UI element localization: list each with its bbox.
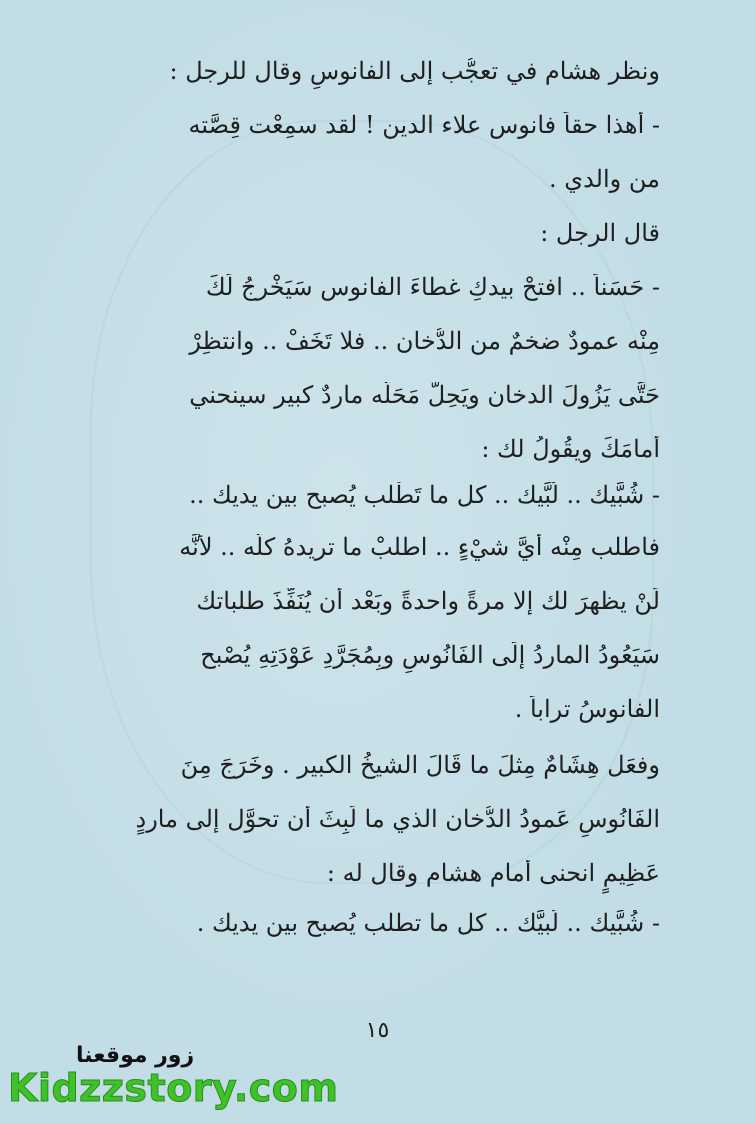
story-line-10: فاطلب مِنْه أيَّ شيْءٍ .. اطلبْ ما تريدهُ كلَّه .. لأنَّه (179, 534, 660, 561)
story-line-15: الفَانُوسِ عَمودُ الدُّخان الذي ما لَبِثَ أن تحوَّل إلى ماردٍ (135, 806, 660, 833)
story-line-2: - أهذا حقاً فانوس علاء الدين ! لقد سمِعْت قِصَّته (188, 112, 660, 139)
story-line-12: سَيَعُودُ الماردُ إلَى الفَانُوسِ وبِمُجَرَّدِ عَوْدَتِهِ يُصْبح (200, 642, 660, 669)
story-line-11: لَنْ يظهرَ لك إلا مرةً واحدةً وبَعْد أن يُنَفِّذَ طلباتك (196, 588, 660, 615)
story-line-1: ونظر هشام في تعجُّب إلى الفانوسِ وقال للرجل : (169, 58, 660, 85)
story-line-5: - حَسَناً .. افتحْ بيدكِ غطاءَ الفانوس سَيَخْرجُ لَكَ (205, 274, 660, 301)
story-text (75, 58, 660, 964)
watermark-site-logo: Kidzzstory.com (8, 1066, 339, 1110)
story-line-4: قال الرجل : (540, 220, 660, 247)
story-line-3: من والدي . (549, 166, 660, 193)
story-line-7: حَتَّى يَزُولَ الدخان ويَحِلَّ مَحَلَّه ماردٌ كبير سينحني (189, 382, 660, 409)
story-line-16: عَظِيمٍ انحنى أمام هشام وقال له : (326, 860, 660, 887)
story-line-14: وفعَل هِشَامٌ مِثلَ ما قَالَ الشيخُ الكبير . وخَرَجَ مِنَ (180, 752, 660, 779)
story-line-17: - شُبَّيك .. لُبيَّك .. كل ما تطلب يُصبح بين يديك . (196, 910, 660, 937)
story-line-6: مِنْه عمودٌ ضخمٌ من الدُّخان .. فلا تَخَفْ .. وانتظِرْ (189, 328, 660, 355)
page-number: ١٥ (365, 1018, 390, 1043)
story-line-9: - شُبَّيك .. لُبَّيك .. كل ما تَطْلب يُصبح بين يديك .. (189, 482, 660, 509)
story-line-8: أمامَكَ ويقُولُ لك : (481, 436, 660, 463)
story-line-13: الفانوسُ تراباً . (514, 696, 660, 723)
watermark-arabic-text: زور موقعنا (76, 1043, 195, 1068)
